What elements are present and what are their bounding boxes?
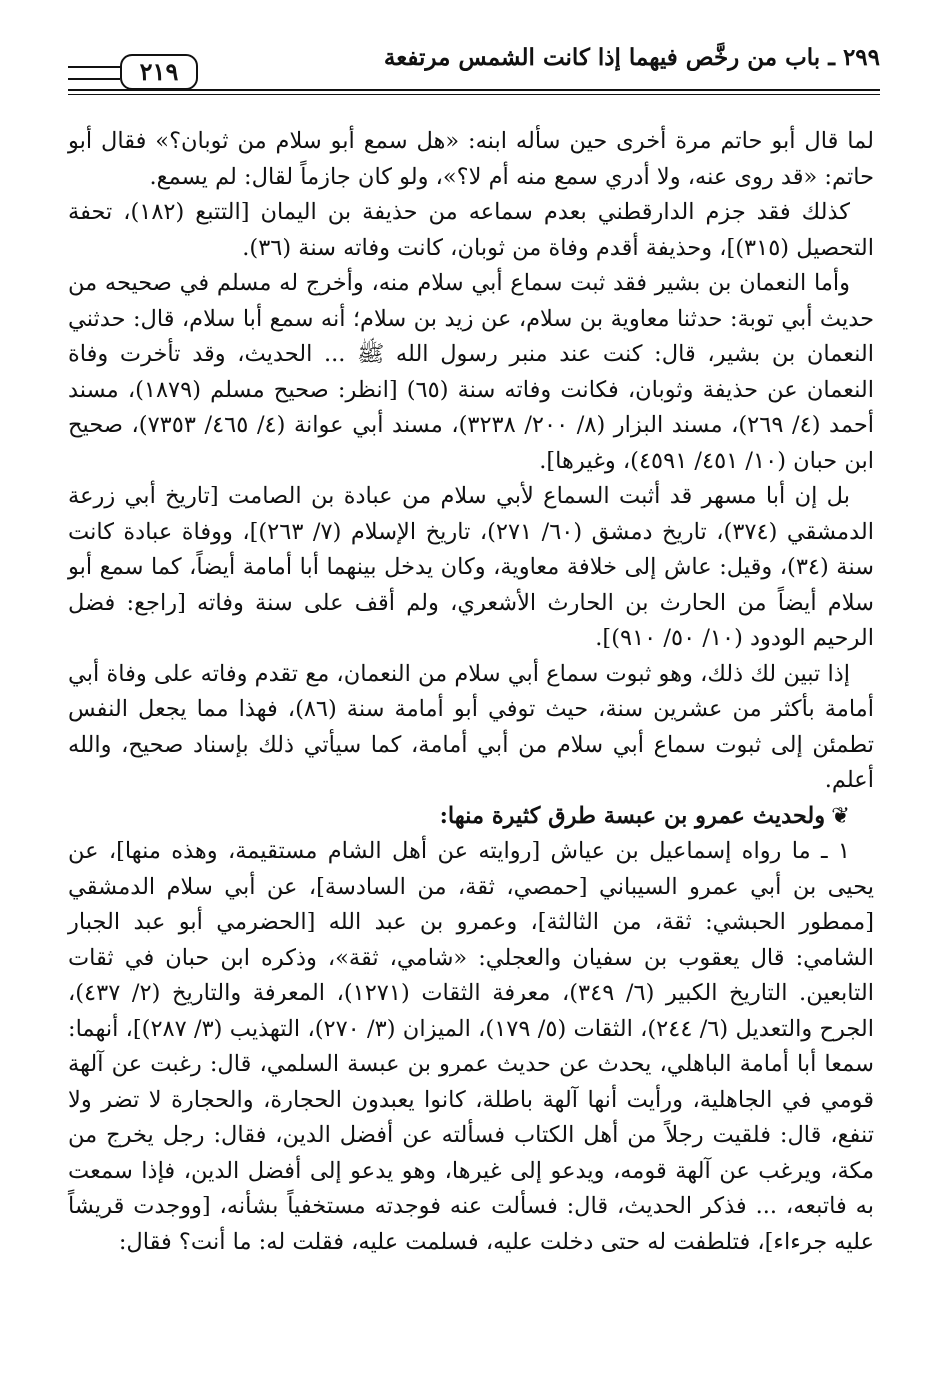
paragraph: بل إن أبا مسهر قد أثبت السماع لأبي سلام من عبادة بن الصامت [تاريخ أبي زرعة الدمشقي (٣٧٤)، تاريخ دمشق (٦٠/ ٢٧١)، تاريخ الإسلام (٧/ ٢٦٣)]، ووفاة عبادة كانت سنة (٣٤)، وقيل: عاش إلى خلافة معاوية، وكان يدخل بينهما أبا أمامة أيضاً، كما سمع أبو سلام أيضاً من الحارث بن الحارث الأشعري، ولم أقف على سنة وفاته [راجع: فضل الرحيم الودود (١٠/ ٥٠/ ٩١٠)]. — [68, 483, 875, 651]
page-header — [68, 40, 880, 100]
lotus-ornament-icon: ❦ — [831, 802, 850, 829]
header-divider — [68, 89, 880, 95]
paragraph: إذا تبين لك ذلك، وهو ثبوت سماع أبي سلام من النعمان، مع تقدم وفاته على وفاة أبي أمامة بأكثر من عشرين سنة، حيث توفي أبو أمامة سنة (٨٦)، فهذا مما يجعل النفس تطمئن إلى ثبوت سماع أبي سلام من أبي أمامة، كما سيأتي ذلك بإسناد صحيح، والله أعلم. — [68, 660, 874, 793]
page-number-ornament — [68, 66, 120, 80]
section-heading — [68, 799, 874, 835]
paragraph: لما قال أبو حاتم مرة أخرى حين سأله ابنه: «هل سمع أبو سلام من ثوبان؟» فقال أبو حاتم: «قد روى عنه، ولا أدري سمع منه أم لا؟»، ولو كان جازماً لقال: لم يسمع. — [68, 128, 874, 190]
section-heading-text: ولحديث عمرو بن عبسة طرق كثيرة منها: — [439, 802, 826, 829]
paragraph: وأما النعمان بن بشير فقد ثبت سماع أبي سلام منه، وأخرج له مسلم في صحيحه من حديث أبي توبة: حدثنا معاوية بن سلام، عن زيد بن سلام؛ أنه سمع أبا سلام، قال: حدثني النعمان بن بشير، قال: كنت عند منبر رسول الله ﷺ ... الحديث، وقد تأخرت وفاة النعمان عن حذيفة وثوبان، فكانت وفاته سنة (٦٥) [انظر: صحيح مسلم (١٨٧٩)، مسند أحمد (٤/ ٢٦٩)، مسند البزار (٨/ ٢٠٠/ ٣٢٣٨)، مسند أبي عوانة (٤/ ٤٦٥/ ٧٣٥٣)، صحيح ابن حبان (١٠/ ٤٥١/ ٤٥٩١)، وغيرها]. — [68, 270, 875, 474]
page-number: ٢١٩ — [120, 54, 198, 90]
paragraph: ١ ـ ما رواه إسماعيل بن عياش [روايته عن أهل الشام مستقيمة، وهذه منها]، عن يحيى بن أبي عمرو السيباني [حمصي، ثقة، من السادسة]، عن أبي سلام الدمشقي [ممطور الحبشي: ثقة، من الثالثة]، وعمرو بن عبد الله [الحضرمي أبو عبد الجبار الشامي: قال يعقوب بن سفيان والعجلي: «شامي، ثقة»، وذكره ابن حبان في ثقات التابعين. التاريخ الكبير (٦/ ٣٤٩)، معرفة الثقات (١٢٧١)، المعرفة والتاريخ (٢/ ٤٣٧)، الجرح والتعديل (٦/ ٢٤٤)، الثقات (٥/ ١٧٩)، الميزان (٣/ ٢٧٠)، التهذيب (٣/ ٢٨٧)]، أنهما: سمعا أبا أمامة الباهلي، يحدث عن حديث عمرو بن عبسة السلمي، قال: رغبت عن آلهة قومي في الجاهلية، ورأيت أنها آلهة باطلة، كانوا يعبدون الحجارة، والحجارة لا تضر ولا تنفع، قال: فلقيت رجلاً من أهل الكتاب فسألته عن أفضل الدين، فقال: رجل يخرج من مكة، ويرغب عن آلهة قومه، ويدعو إلى غيرها، وهو يدعو إلى أفضل الدين، فإذا سمعت به فاتبعه، ... فذكر الحديث، قال: فسألت عنه فوجدته مستخفياً بشأنه، [ووجدت قريشاً عليه جرءاء]، فتلطفت له حتى دخلت عليه، فسلمت عليه، فقلت له: ما أنت؟ فقال: — [68, 838, 875, 1255]
paragraph: كذلك فقد جزم الدارقطني بعدم سماعه من حذيفة بن اليمان [التتبع (١٨٢)، تحفة التحصيل (٣١٥)]، وحذيفة أقدم وفاة من ثوبان، كانت وفاته سنة (٣٦). — [68, 199, 874, 261]
chapter-title: ٢٩٩ ـ باب من رخَّص فيهما إذا كانت الشمس مرتفعة — [383, 44, 880, 71]
page-body — [68, 124, 874, 1260]
